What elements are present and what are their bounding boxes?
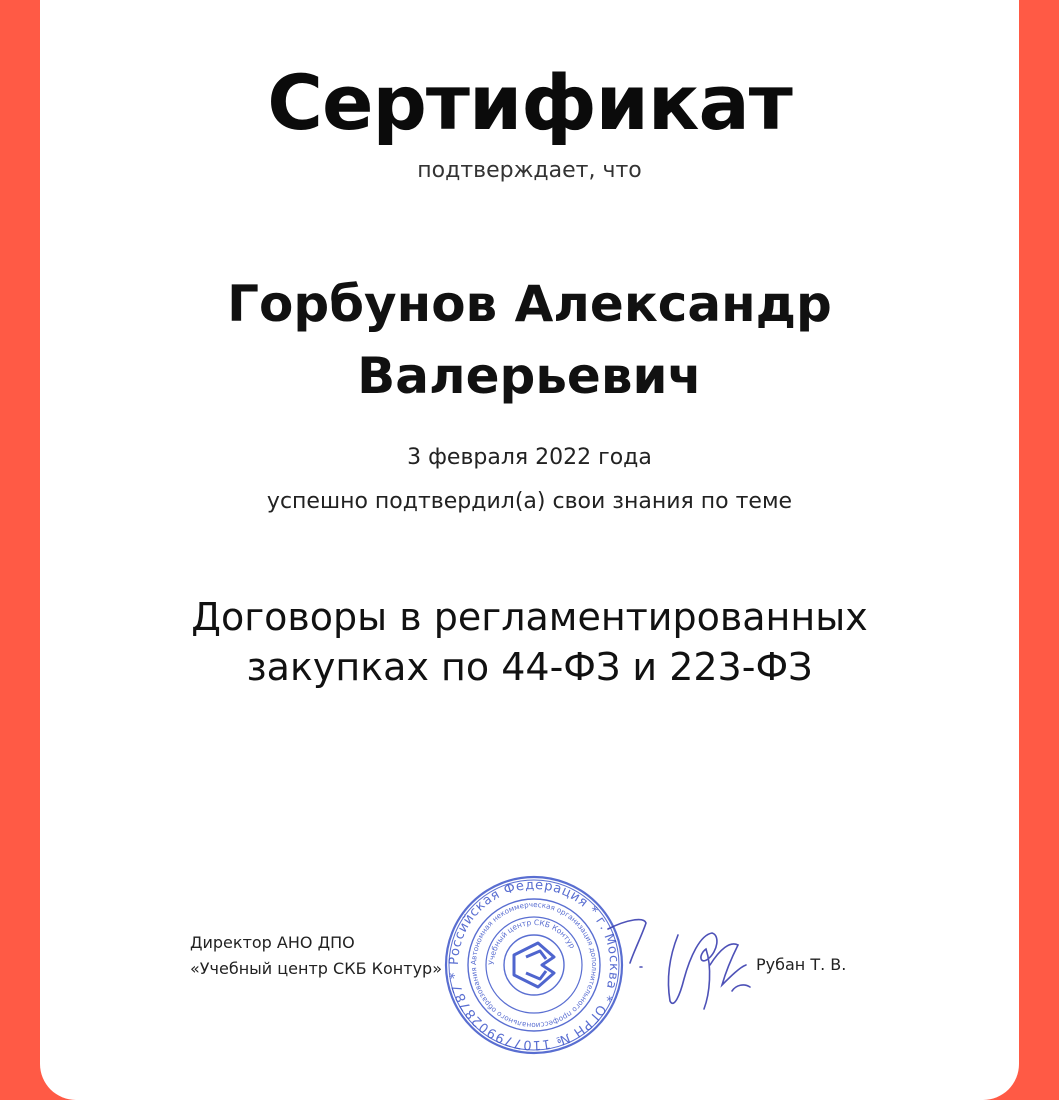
- certificate-title: Сертификат: [267, 58, 792, 147]
- confirmation-text: успешно подтвердил(а) свои знания по теме: [266, 489, 793, 514]
- course-topic-line-1: Договоры в регламентированных: [191, 595, 868, 639]
- certificate-subtitle: подтверждает, что: [417, 158, 642, 183]
- signer-name: Рубан Т. В.: [756, 955, 847, 974]
- course-topic: [40, 592, 1019, 692]
- seal-core-text: Учебный центр СКБ Контур: [486, 917, 578, 966]
- recipient-name-line-2: Валерьевич: [357, 347, 702, 405]
- kontur-logo-icon: [514, 943, 554, 987]
- director-title: [190, 930, 442, 982]
- recipient-name: [40, 268, 1019, 412]
- svg-text:Автономная некоммерческая орга: [469, 900, 599, 1030]
- recipient-name-line-1: Горбунов Александр: [227, 275, 832, 333]
- certificate-date: 3 февраля 2022 года: [407, 445, 652, 470]
- seal-inner-text: Автономная некоммерческая организация дополнительного профессионального образования: [468, 899, 600, 1031]
- official-seal: [442, 873, 626, 1057]
- director-signature: [600, 905, 760, 1025]
- director-line-1: Директор АНО ДПО: [190, 933, 355, 952]
- seal-outer-text: Российская Федерация * г. Москва * ОГРН № 1107799028787 *: [446, 877, 622, 1053]
- director-line-2: «Учебный центр СКБ Контур»: [190, 959, 442, 978]
- course-topic-line-2: закупках по 44-ФЗ и 223-ФЗ: [246, 645, 813, 689]
